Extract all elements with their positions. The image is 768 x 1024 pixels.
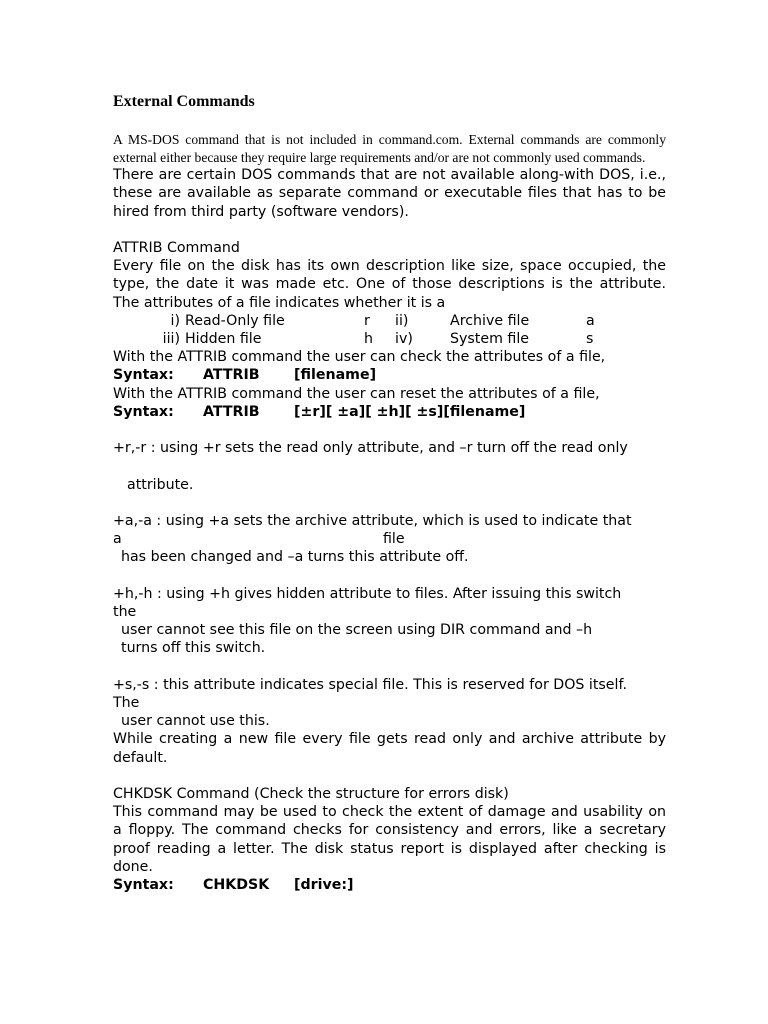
switch-a-word: a [113,531,122,548]
switch-s-line: The [113,694,140,711]
syntax-arguments: [±r][ ±a][ ±h][ ±s][filename] [294,403,526,420]
switch-a-line: +a,-a : using +a sets the archive attribute, which is used to indicate that [113,512,632,529]
spacer [113,421,666,439]
chkdsk-description: This command may be used to check the extent of damage and usability on a floppy. The command checks for consistency and errors, like a secretary proof reading a letter. The disk status report is displayed after checking is done. [113,804,666,875]
check-attributes-text: With the ATTRIB command the user can check the attributes of a file, [113,349,606,366]
attrib-heading: ATTRIB Command [113,239,240,256]
page-title: External Commands [113,93,255,110]
chkdsk-syntax [113,876,666,894]
attrib-description: Every file on the disk has its own description like size, space occupied, the type, the date it was made etc. One of those descriptions is the attribute. The attributes of a file indicates whether it is a [113,258,666,311]
syntax-label: Syntax: [113,403,174,420]
attribute-number: iii) [162,331,180,347]
attribute-name: Archive file [450,312,530,329]
syntax-command: ATTRIB [203,367,260,384]
attribute-number: iv) [395,331,413,347]
overview-paragraph: There are certain DOS commands that are not available along-with DOS, i.e., these are available as separate command or executable files that has to be hired from third party (software vendors). [113,167,666,220]
attrib-syntax-reset [113,403,666,421]
attribute-number: i) [170,312,180,329]
switch-r-line: attribute. [127,476,194,493]
spacer [113,767,666,785]
switch-h-line: +h,-h : using +h gives hidden attribute to files. After issuing this switch [113,585,622,602]
default-attributes-text: While creating a new file every file gets read only and archive attribute by default. [113,731,666,766]
attribute-number: ii) [395,312,409,329]
attribute-name: Hidden file [185,331,262,347]
attribute-flag: r [364,312,370,329]
switch-a-word: file [383,531,405,548]
switch-s-line: +s,-s : this attribute indicates special file. This is reserved for DOS itself. [113,676,627,693]
switch-a-line: has been changed and –a turns this attribute off. [121,549,469,566]
syntax-label: Syntax: [113,877,174,893]
spacer [113,221,666,239]
attribute-row [113,312,666,330]
attrib-syntax-check [113,366,666,384]
reset-attributes-text: With the ATTRIB command the user can reset the attributes of a file, [113,385,600,402]
attribute-row [113,330,666,348]
syntax-command: ATTRIB [203,403,260,420]
intro-paragraph: A MS-DOS command that is not included in command.com. External commands are commonly external either because they require large requirements and/or are not commonly used commands. [113,132,666,165]
switch-a-line [113,530,666,548]
attribute-name: Read-Only file [185,312,285,329]
spacer [113,567,666,585]
switch-h-line: user cannot see this file on the screen using DIR command and –h [121,622,593,639]
spacer [113,457,666,475]
attribute-flag: a [586,312,595,329]
switch-h-line: the [113,603,137,620]
attribute-flag: h [364,331,373,347]
spacer [113,494,666,512]
switch-h-line: turns off this switch. [121,640,266,657]
attribute-name: System file [450,331,530,347]
chkdsk-heading: CHKDSK Command (Check the structure for errors disk) [113,785,509,802]
switch-r-line: +r,-r : using +r sets the read only attribute, and –r turn off the read only [113,440,628,457]
spacer [113,658,666,676]
syntax-label: Syntax: [113,367,174,384]
switch-s-line: user cannot use this. [121,713,270,730]
document-page [113,92,666,894]
syntax-command: CHKDSK [203,877,270,893]
attribute-flag: s [586,331,594,347]
syntax-arguments: [drive:] [294,877,354,893]
syntax-arguments: [filename] [294,367,377,384]
